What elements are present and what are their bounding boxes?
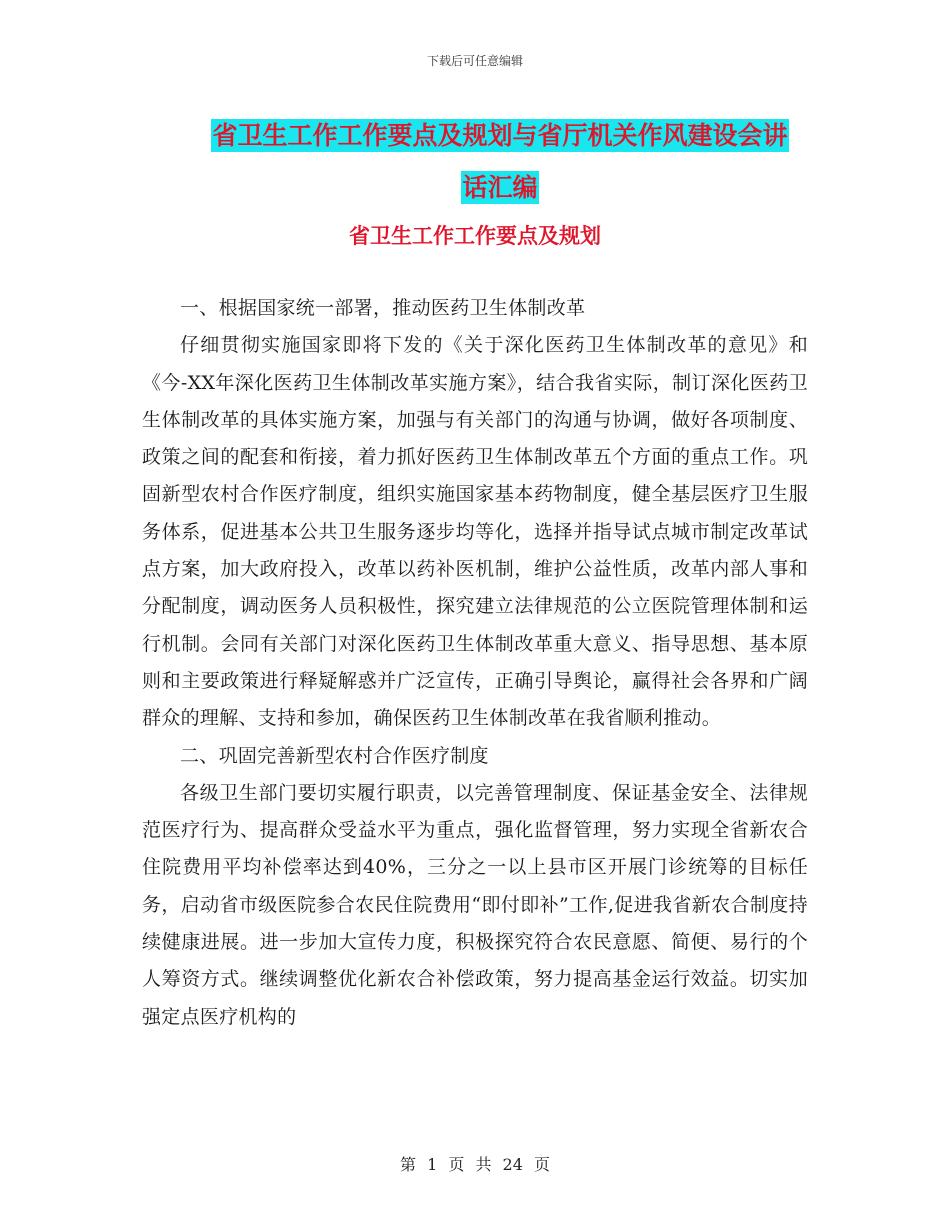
document-title — [140, 110, 860, 214]
paragraph-heading-2: 二、巩固完善新型农村合作医疗制度 — [180, 744, 489, 767]
body-text — [142, 290, 808, 1036]
paragraph: 仔细贯彻实施国家即将下发的《关于深化医药卫生体制改革的意见》和《今-XX年深化医药卫生体制改革实施方案》，结合我省实际，制订深化医药卫生体制改革的具体实施方案，加强与有关部门的沟通与协调，做好各项制度、政策之间的配套和衔接，着力抓好医药卫生体制改革五个方面的重点工作。巩固新型农村合作医疗制度，组织实施国家基本药物制度，健全基层医疗卫生服务体系，促进基本公共卫生服务逐步均等化，选择并指导试点城市制定改革试点方案，加大政府投入，改革以药补医机制，维护公益性质，改革内部人事和分配制度，调动医务人员积极性，探究建立法律规范的公立医院管理体制和运行机制。会同有关部门对深化医药卫生体制改革重大意义、指导思想、基本原则和主要政策进行释疑解惑并广泛宣传，正确引导舆论，赢得社会各界和广阔群众的理解、支持和参加，确保医药卫生体制改革在我省顺利推动。 — [142, 334, 808, 730]
paragraph: 各级卫生部门要切实履行职责，以完善管理制度、保证基金安全、法律规范医疗行为、提高群众受益水平为重点，强化监督管理，努力实现全省新农合住院费用平均补偿率达到40%，三分之一以上县市区开展门诊统筹的目标任务，启动省市级医院参合农民住院费用“即付即补”工作,促进我省新农合制度持续健康进展。进一步加大宣传力度，积极探究符合农民意愿、简便、易行的个人筹资方式。继续调整优化新农合补偿政策，努力提高基金运行效益。切实加强定点医疗机构的 — [142, 781, 808, 1028]
section-title: 省卫生工作工作要点及规划 — [349, 224, 601, 248]
document-title-line1: 省卫生工作工作要点及规划与省厅机关作风建设会讲 — [212, 121, 788, 150]
header-note: 下载后可任意编辑 — [426, 54, 523, 68]
page-number: 第 1 页 共 24 页 — [400, 1155, 550, 1174]
paragraph-heading-1: 一、根据国家统一部署，推动医药卫生体制改革 — [180, 297, 586, 319]
document-title-line2: 话汇编 — [462, 173, 538, 202]
